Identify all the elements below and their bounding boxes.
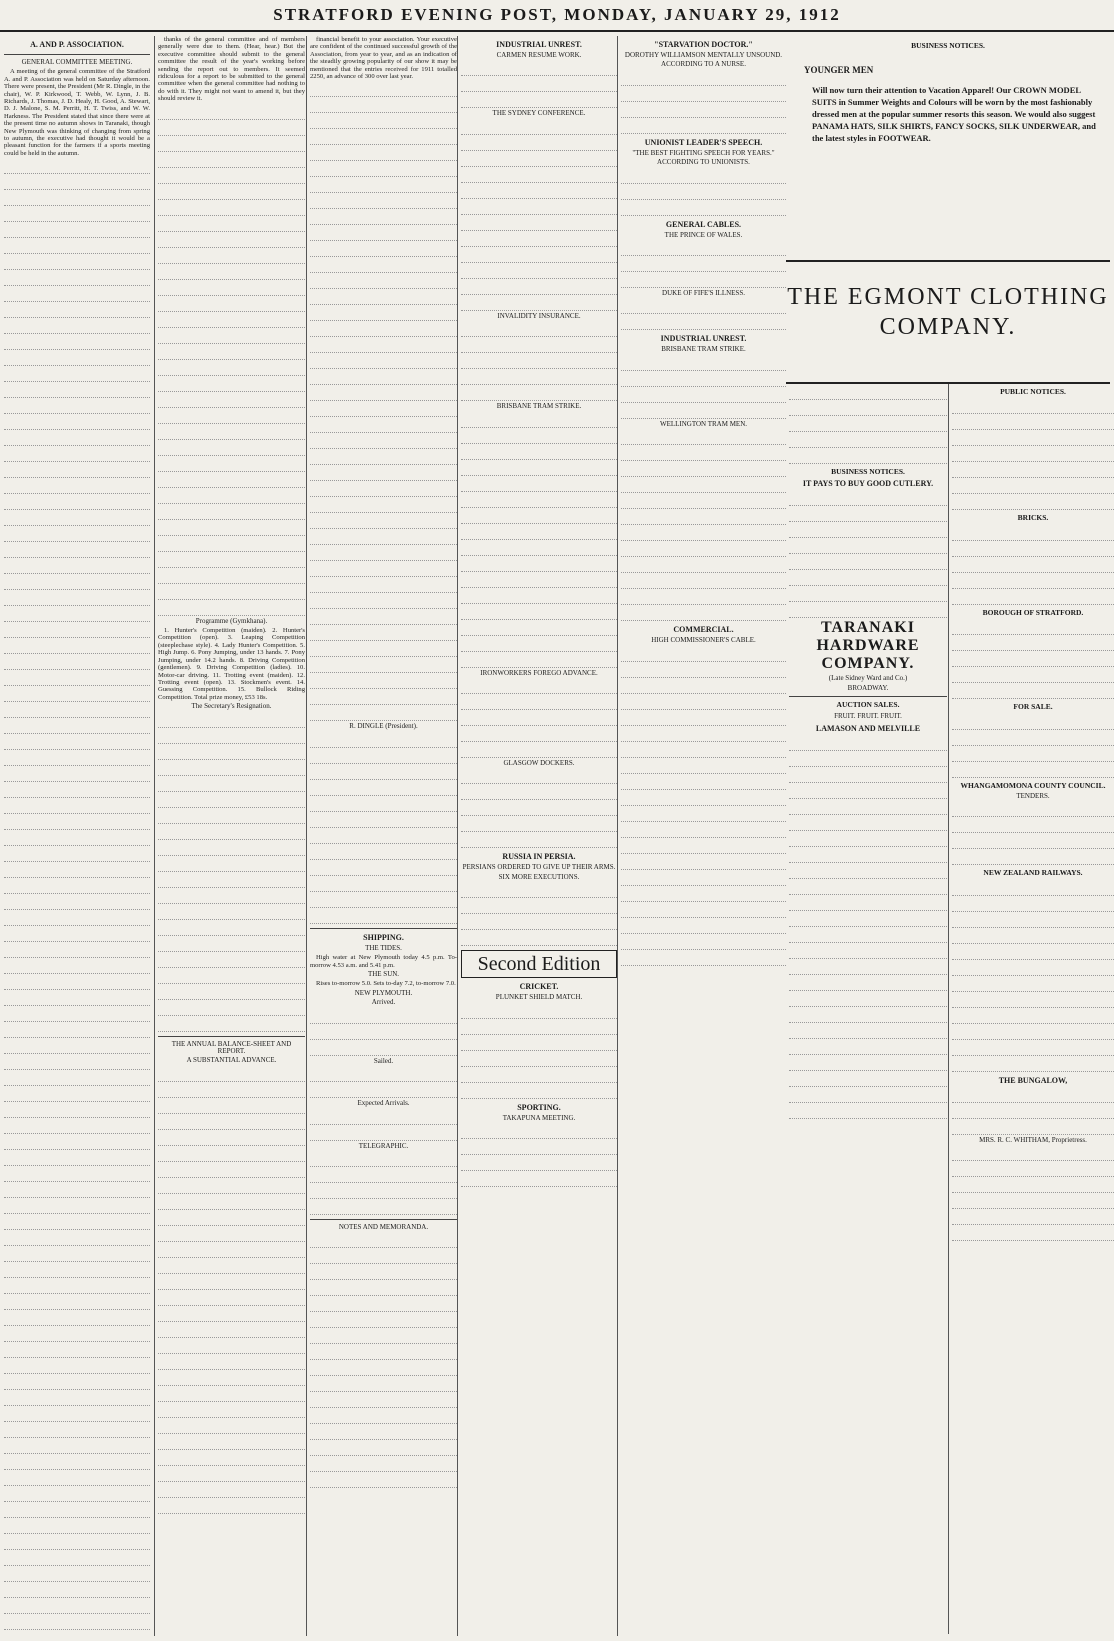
text-filler: [310, 1067, 457, 1098]
balance-heading: THE ANNUAL BALANCE-SHEET AND REPORT.: [171, 1039, 292, 1055]
text-filler: [952, 1088, 1114, 1135]
text-filler: [461, 769, 617, 848]
text-filler: [310, 733, 457, 924]
balance-subheading: A SUBSTANTIAL ADVANCE.: [186, 1056, 277, 1065]
unrest-subheading: CARMEN RESUME WORK.: [496, 51, 582, 59]
text-filler: [158, 105, 305, 616]
ironworkers-heading: IRONWORKERS FOREGO ADVANCE.: [480, 668, 598, 677]
arrived-heading: Arrived.: [371, 998, 396, 1007]
text-filler: [310, 1233, 457, 1488]
lamason-heading: LAMASON AND MELVILLE: [815, 724, 921, 734]
plunket-heading: PLUNKET SHIELD MATCH.: [495, 993, 583, 1002]
article-body: A meeting of the general committee of the Stratford A. and P. Association was held on Saturday afternoon. There were present, the President (Mr R. Dingle, in the chair), W. P. Kirkwood, T. Webb, W. Lynn, J. B. Richards, J. Thomas, J. D. Healy, H. Good, A. Stewart, D. J. Malone, S. M. Perritt, H. T. Twiss, and W. W. Harkness. The President stated that since there were at the present time no autumn shows in Taranaki, though New Plymouth was thinking of changing from spring to autumn, the executive had thought it would be a pleasant function for the farmers if a sports meeting could be held in the autumn.: [4, 68, 150, 157]
text-filler: [4, 159, 150, 1636]
text-filler: [461, 120, 617, 311]
fruit-heading: FRUIT. FRUIT. FRUIT.: [834, 711, 902, 720]
text-filler: [621, 647, 786, 966]
divider: [310, 1219, 457, 1220]
younger-men-heading: YOUNGER MEN: [804, 65, 874, 75]
unrest-heading: INDUSTRIAL UNREST.: [496, 40, 582, 49]
bricks-heading: BRICKS.: [1017, 513, 1049, 523]
brisbane-tram-heading: BRISBANE TRAM STRIKE.: [661, 345, 746, 354]
text-filler: [158, 1067, 305, 1514]
telegraphic-heading: TELEGRAPHIC.: [358, 1141, 409, 1150]
auction-sales-heading: AUCTION SALES.: [836, 700, 900, 710]
wellington-tram-heading: WELLINGTON TRAM MEN.: [659, 419, 748, 428]
divider: [789, 696, 947, 697]
article-title: A. AND P. ASSOCIATION.: [30, 40, 124, 49]
divider: [158, 1036, 305, 1037]
egmont-clothing-ad: [786, 260, 1110, 384]
text-filler: [461, 61, 617, 108]
high-commissioner-heading: HIGH COMMISSIONER'S CABLE.: [651, 636, 756, 645]
sun-text: Rises to-morrow 5.0. Sets to-day 7.2, to-morrow 7.0.: [316, 980, 456, 988]
text-filler: [952, 399, 1114, 510]
text-filler: [310, 1110, 457, 1141]
borough-heading: BOROUGH OF STRATFORD.: [982, 607, 1084, 617]
signature: R. DINGLE (President).: [349, 722, 418, 731]
text-filler: [621, 241, 786, 288]
nurse-heading: ACCORDING TO A NURSE.: [661, 60, 746, 69]
tides-heading: THE TIDES.: [365, 943, 402, 952]
column-3: [306, 36, 457, 1636]
text-filler: [621, 430, 786, 621]
text-filler: [461, 883, 617, 946]
masthead: STRATFORD EVENING POST, MONDAY, JANUARY 29, 1912: [0, 0, 1114, 32]
takapuna-heading: TAKAPUNA MEETING.: [502, 1113, 576, 1122]
text-filler: [952, 881, 1114, 1072]
duke-heading: DUKE OF FIFE'S ILLNESS.: [662, 289, 745, 298]
bungalow-heading: THE BUNGALOW,: [998, 1075, 1068, 1085]
broadway-text: BROADWAY.: [847, 683, 889, 692]
sun-heading: THE SUN.: [367, 970, 400, 979]
shipping-heading: SHIPPING.: [363, 932, 404, 942]
younger-men-body: Will now turn their attention to Vacation Apparel! Our CROWN MODEL SUITS in Summer Weights and Colours will be worn by the most fashionably dressed men at the popular summer resorts this season. We would also suggest PANAMA HATS, SILK SHIRTS, FANCY SOCKS, SILK UNDERWEAR, and the latest styles in FOOTWEAR.: [812, 85, 1096, 143]
text-filler: [789, 736, 947, 1119]
text-filler: [952, 802, 1114, 865]
article-body: thanks of the general committee and of members generally were due to them. (Hear, hear.) But the executive committee should submit to the general committee the result of the year's working before sending the report out to members. It seemed ridiculous for a report to be submitted to the general committee when the general committee had nothing to do with it. They might not want to amend it, but they should review it.: [158, 36, 305, 103]
business-notices-ad: [786, 36, 1110, 256]
text-filler: [310, 82, 457, 721]
article-body: financial benefit to your association. Your executive are confident of the continued successful growth of the Association, from year to year, and as an indication of the steadily growing popularity of our show it may be mentioned that the entries received for 1911 totalled 2250, an advance of 300 over last year.: [310, 36, 457, 81]
text-filler: [461, 322, 617, 401]
text-filler: [461, 413, 617, 668]
text-filler: [621, 356, 786, 419]
column-2: [154, 36, 305, 1636]
business-notices-heading-2: BUSINESS NOTICES.: [831, 467, 905, 476]
taranaki-hardware-heading: TARANAKI HARDWARE COMPANY.: [816, 619, 920, 673]
notes-heading: NOTES AND MEMORANDA.: [338, 1222, 429, 1231]
starvation-heading: "STARVATION DOCTOR.": [654, 40, 753, 49]
starvation-subheading: DOROTHY WILLIAMSON MENTALLY UNSOUND.: [624, 51, 783, 59]
cables-heading: GENERAL CABLES.: [665, 219, 742, 229]
column-5: [617, 36, 786, 1636]
cricket-heading: CRICKET.: [519, 982, 559, 992]
sporting-heading: SPORTING.: [517, 1102, 561, 1112]
text-filler: [621, 71, 786, 134]
second-edition-banner: Second Edition: [461, 950, 617, 978]
unionist-heading: UNIONIST LEADER'S SPEECH.: [644, 137, 763, 147]
text-filler: [461, 1124, 617, 1187]
for-sale-heading: FOR SALE.: [1013, 702, 1053, 712]
unionists-heading: ACCORDING TO UNIONISTS.: [657, 158, 750, 167]
text-filler: [310, 1009, 457, 1056]
text-filler: [621, 169, 786, 216]
column-4: [457, 36, 617, 1636]
glasgow-heading: GLASGOW DOCKERS.: [503, 759, 575, 768]
sydney-heading: THE SYDNEY CONFERENCE.: [492, 109, 586, 118]
divider: [4, 54, 150, 55]
taranaki-subheading: (Late Sidney Ward and Co.): [828, 674, 908, 683]
commercial-heading: COMMERCIAL.: [673, 625, 734, 635]
fighting-speech-heading: "THE BEST FIGHTING SPEECH FOR YEARS.": [632, 148, 775, 157]
text-filler: [952, 1146, 1114, 1241]
divider: [310, 928, 457, 929]
text-filler: [310, 1152, 457, 1215]
text-filler: [789, 491, 947, 618]
text-filler: [621, 299, 786, 330]
tides-text: High water at New Plymouth today 4.5 p.m. To-morrow 4.53 a.m. and 5.41 p.m.: [310, 954, 457, 969]
text-filler: [952, 715, 1114, 778]
new-plymouth-heading: NEW PLYMOUTH.: [354, 988, 413, 997]
text-filler: [952, 526, 1114, 605]
business-notices-heading: BUSINESS NOTICES.: [911, 41, 985, 50]
column-6: [786, 384, 947, 1634]
text-filler: [461, 1004, 617, 1099]
programme-list: 1. Hunter's Competition (maiden). 2. Hunter's Competition (open). 3. Leaping Competition (steeplechase style). 4. Lady Hunter's Competition. 5. High Jump. 6. Pony Jumping, under 13 hands. 7. Pony Jumping, under 14.2 hands. 8. Driving Competition (gentlemen). 9. Driving Competition (ladies). 10. Motor-car driving. 11. Trotting event (maiden). 12. Trotting event (open). 13. Stockmen's event. 14. Guessing Competition. 15. Bullock Riding Competition. Total prize money, £53 18s.: [158, 627, 305, 701]
expected-heading: Expected Arrivals.: [357, 1099, 410, 1108]
russia-subheading: PERSIANS ORDERED TO GIVE UP THEIR ARMS.: [462, 863, 616, 872]
text-filler: [952, 620, 1114, 699]
sailed-heading: Sailed.: [373, 1056, 394, 1065]
programme-heading: Programme (Gymkhana).: [195, 616, 268, 625]
prince-heading: THE PRINCE OF WALES.: [664, 230, 743, 239]
whitham-line: MRS. R. C. WHITHAM, Proprietress.: [979, 1135, 1087, 1144]
russia-heading: RUSSIA IN PERSIA.: [502, 852, 576, 862]
text-filler: [789, 385, 947, 464]
resignation-heading: The Secretary's Resignation.: [191, 702, 272, 711]
public-notices-heading: PUBLIC NOTICES.: [1000, 387, 1066, 396]
column-1: [4, 36, 150, 1636]
nz-railways-heading: NEW ZEALAND RAILWAYS.: [983, 868, 1083, 878]
tenders-heading: TENDERS.: [1016, 792, 1050, 801]
brisbane-heading: BRISBANE TRAM STRIKE.: [496, 402, 582, 411]
it-pays-heading: IT PAYS TO BUY GOOD CUTLERY.: [802, 479, 934, 489]
article-subtitle: GENERAL COMMITTEE MEETING.: [21, 58, 133, 66]
whangamomona-heading: WHANGAMOMONA COUNTY COUNCIL.: [960, 780, 1106, 790]
executions-heading: SIX MORE EXECUTIONS.: [498, 872, 580, 881]
column-7: [948, 384, 1114, 1634]
text-filler: [461, 679, 617, 758]
text-filler: [158, 713, 305, 1032]
egmont-title: THE EGMONT CLOTHING COMPANY.: [787, 284, 1109, 340]
invalidity-heading: INVALIDITY INSURANCE.: [497, 311, 581, 320]
industrial-heading: INDUSTRIAL UNREST.: [660, 334, 747, 344]
